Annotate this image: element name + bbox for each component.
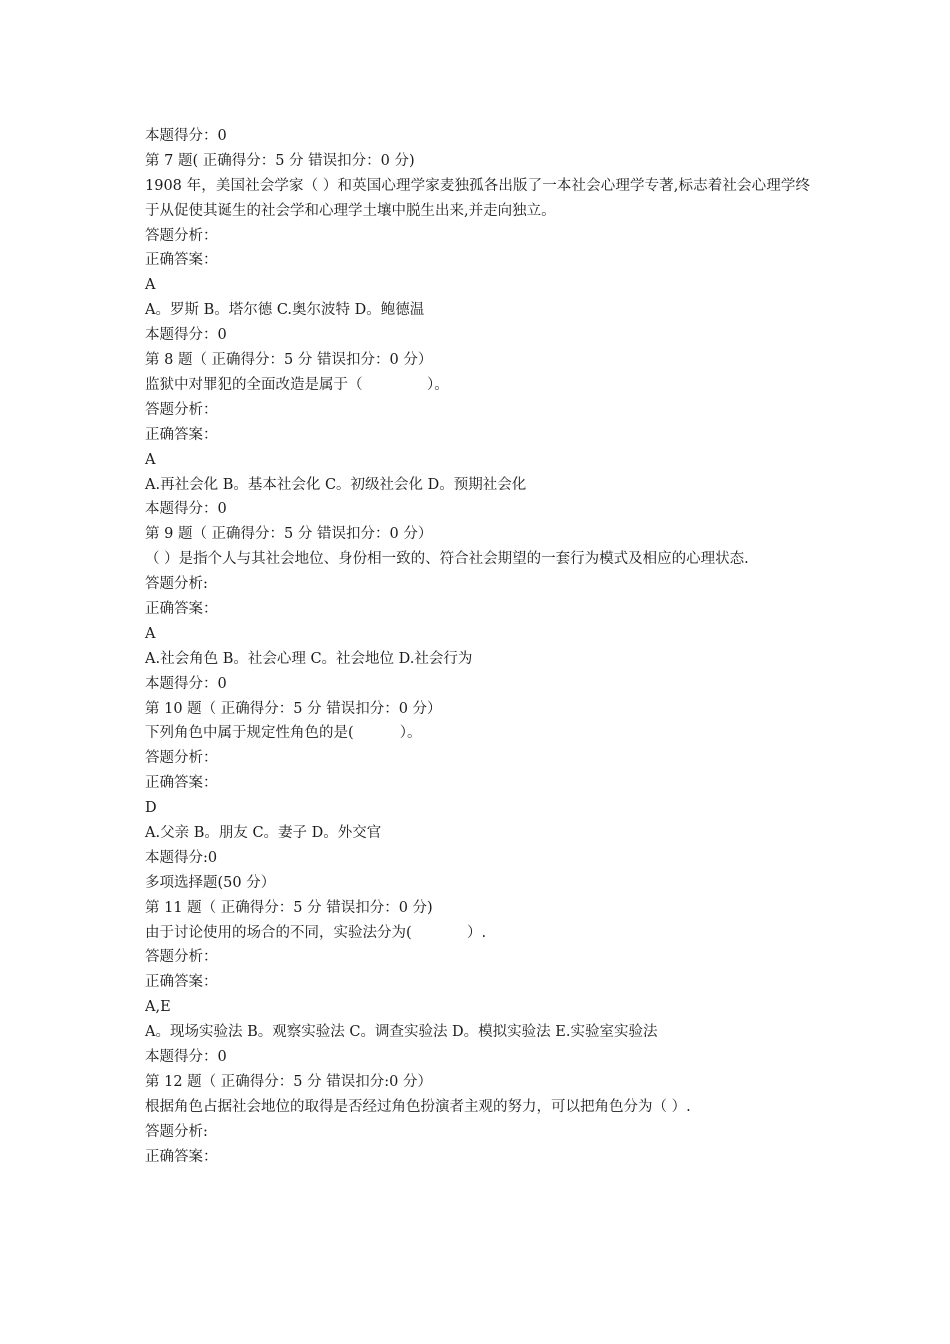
text-line: 正确答案： [145, 1148, 218, 1165]
text-line: A,E [145, 999, 171, 1016]
text-line: 本题得分：0 [145, 1049, 227, 1065]
text-line: 答题分析： [145, 401, 218, 418]
text-line: 第 9 题（ 正确得分：5 分 错误扣分：0 分） [145, 526, 433, 543]
text-line: A.再社会化 B。基本社会化 C。初级社会化 D。预期社会化 [145, 476, 527, 493]
text-line: 第 12 题（ 正确得分：5 分 错误扣分:0 分） [145, 1073, 432, 1090]
text-line: A。罗斯 B。塔尔德 C.奥尔波特 D。鲍德温 [145, 302, 425, 319]
text-line: 本题得分：0 [145, 501, 227, 518]
text-line: A.父亲 B。朋友 C。妻子 D。外交官 [145, 824, 382, 841]
text-line: A。现场实验法 B。观察实验法 C。调查实验法 D。模拟实验法 E.实验室实验法 [145, 1024, 658, 1041]
text-line: 正确答案： [145, 600, 218, 617]
text-line: 第 8 题（ 正确得分：5 分 错误扣分：0 分） [145, 352, 433, 369]
text-line: 正确答案： [145, 974, 218, 991]
text-line: 根据角色占据社会地位的取得是否经过角色扮演者主观的努力，可以把角色分为（ ）. [145, 1098, 691, 1115]
text-line: 本题得分:0 [145, 849, 218, 866]
text-line: 正确答案： [145, 775, 218, 792]
document-body [145, 124, 810, 1169]
text-line: 本题得分：0 [145, 327, 227, 344]
text-line: 监狱中对罪犯的全面改造是属于（ ）。 [145, 376, 449, 393]
text-line: 答题分析： [145, 949, 218, 966]
text-line: A [145, 625, 156, 642]
text-line: 正确答案： [145, 252, 218, 269]
text-line: A [145, 277, 156, 294]
text-line: A [145, 451, 156, 468]
text-line: 第 10 题（ 正确得分：5 分 错误扣分：0 分） [145, 700, 442, 717]
text-line: 第 7 题( 正确得分：5 分 错误扣分：0 分) [145, 152, 415, 169]
text-line: 本题得分：0 [145, 128, 227, 144]
text-line: 本题得分：0 [145, 675, 227, 692]
text-line: 1908 年，美国社会学家（ ）和英国心理学家麦独孤各出版了一本社会心理学专著,标志着社会心理学终于从促使其诞生的社会学和心理学土壤中脱生出来,并走向独立。 [145, 177, 810, 219]
text-line: 答题分析： [145, 750, 218, 767]
text-line: 第 11 题（ 正确得分：5 分 错误扣分：0 分) [145, 899, 433, 916]
text-line: （ ）是指个人与其社会地位、身份相一致的、符合社会期望的一套行为模式及相应的心理状态. [145, 551, 749, 568]
text-line: D [145, 800, 157, 817]
text-line: 答题分析: [145, 576, 208, 593]
text-line: A.社会角色 B。社会心理 C。社会地位 D.社会行为 [145, 650, 473, 667]
text-line: 答题分析： [145, 227, 218, 244]
text-line: 多项选择题(50 分） [145, 874, 276, 891]
text-line: 答题分析: [145, 1123, 208, 1140]
text-line: 下列角色中属于规定性角色的是( ）。 [145, 725, 422, 742]
text-line: 正确答案： [145, 426, 218, 443]
text-line: 由于讨论使用的场合的不同，实验法分为( ）. [145, 924, 487, 941]
